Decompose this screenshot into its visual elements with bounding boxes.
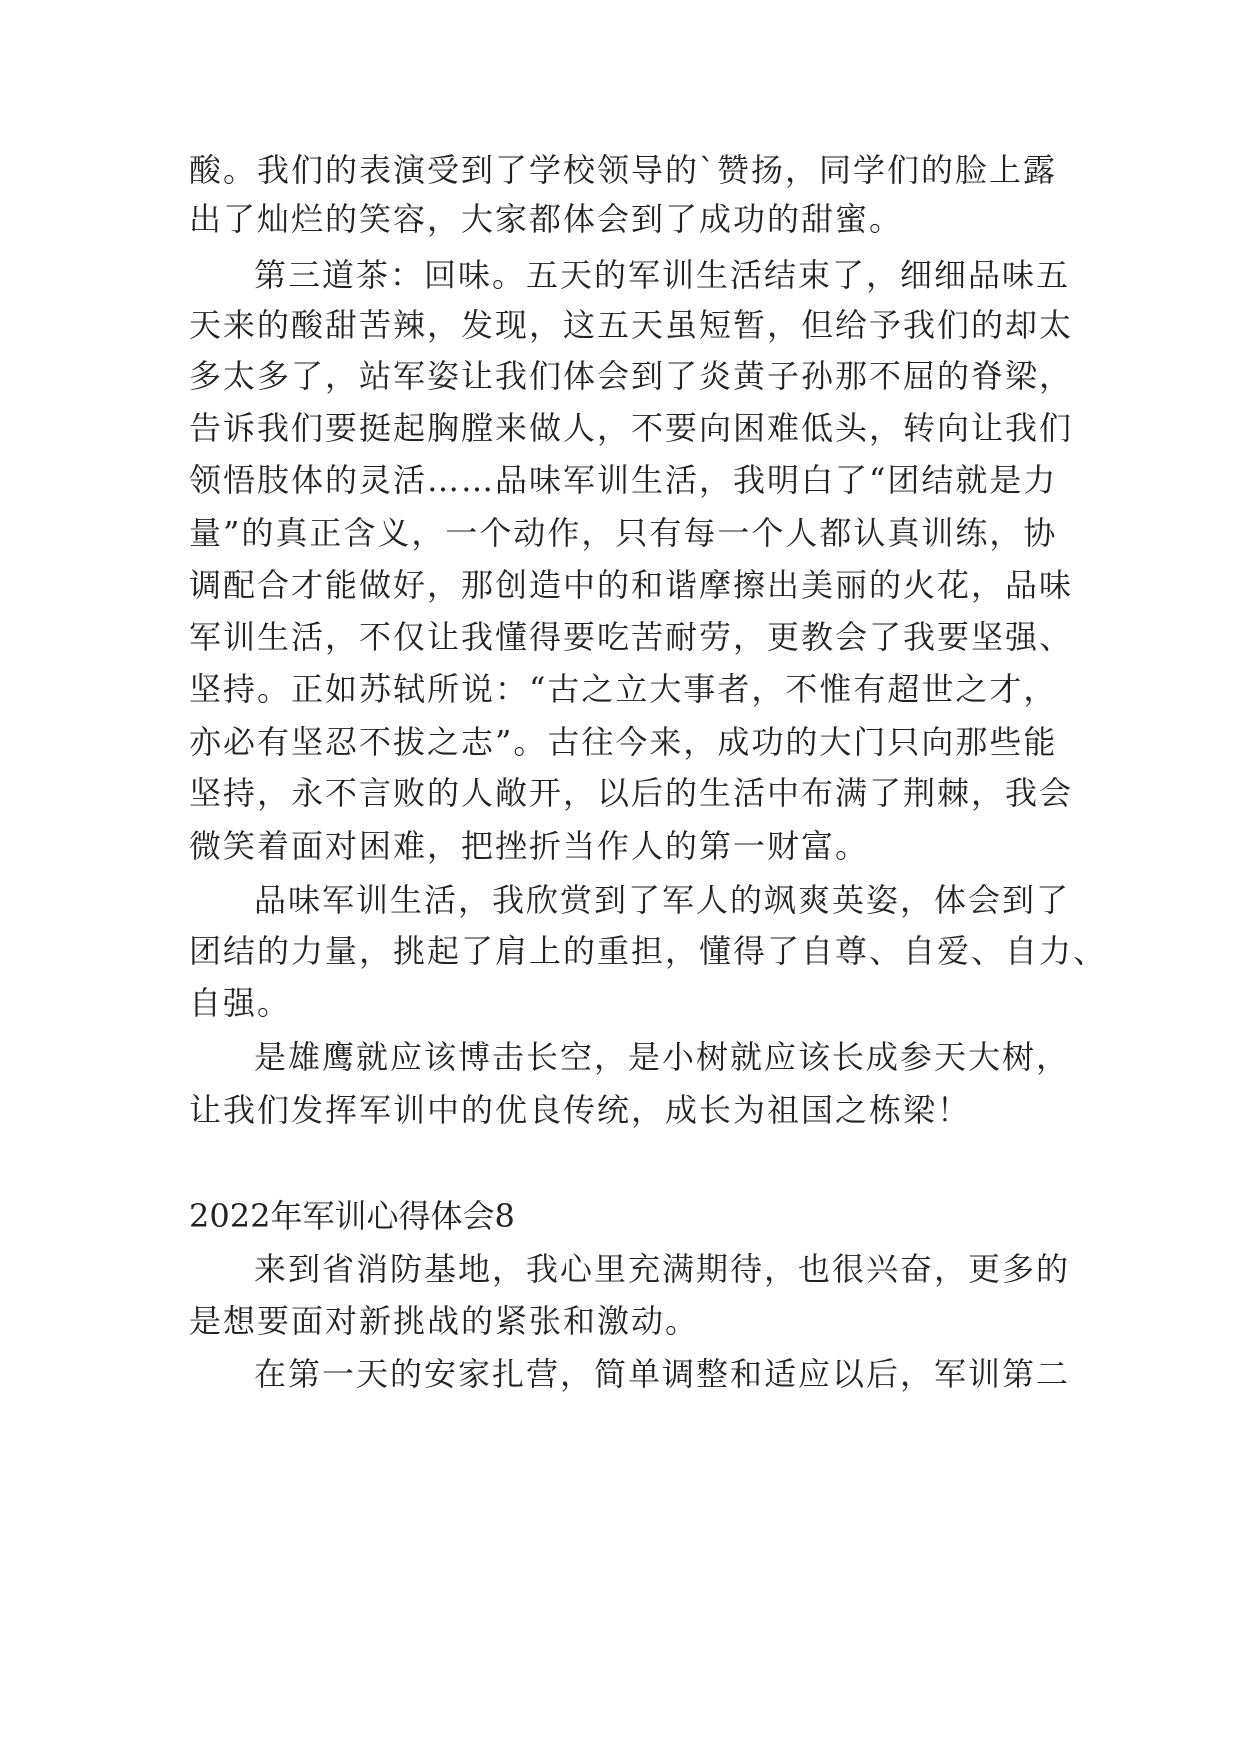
paragraph-line: 品味军训生活，我欣赏到了军人的飒爽英姿，体会到了 (254, 881, 1071, 919)
paragraph-line: 来到省消防基地，我心里充满期待，也很兴奋，更多的 (254, 1250, 1071, 1288)
paragraph-line: 坚持，永不言败的人敞开，以后的生活中布满了荆棘，我会 (189, 774, 1074, 812)
paragraph-line: 是想要面对新挑战的紧张和激动。 (189, 1302, 700, 1340)
paragraph-line: 多太多了，站军姿让我们体会到了炎黄子孙那不屈的脊梁， (189, 357, 1074, 395)
paragraph-line: 团结的力量，挑起了肩上的重担，懂得了自尊、自爱、自力、 (189, 932, 1108, 970)
paragraph-line: 调配合才能做好，那创造中的和谐摩擦出美丽的火花，品味 (189, 566, 1074, 604)
paragraph-line: 军训生活，不仅让我懂得要吃苦耐劳，更教会了我要坚强、 (189, 618, 1074, 656)
paragraph-line: 酸。我们的表演受到了学校领导的`赞扬，同学们的脸上露 (189, 151, 1058, 189)
paragraph-line: 出了灿烂的笑容，大家都体会到了成功的甜蜜。 (189, 200, 904, 238)
paragraph-line: 领悟肢体的灵活……品味军训生活，我明白了“团结就是力 (189, 461, 1058, 499)
paragraph-line: 第三道茶：回味。五天的军训生活结束了，细细品味五 (254, 256, 1071, 294)
paragraph-line: 自强。 (189, 984, 292, 1022)
paragraph-line: 坚持。正如苏轼所说：“古之立大事者，不惟有超世之才， (189, 670, 1058, 708)
paragraph-line: 告诉我们要挺起胸膛来做人，不要向困难低头，转向让我们 (189, 409, 1074, 447)
paragraph-line: 微笑着面对困难，把挫折当作人的第一财富。 (189, 827, 870, 865)
section-heading: 2022年军训心得体会8 (189, 1197, 515, 1235)
paragraph-line: 天来的酸甜苦辣，发现，这五天虽短暂，但给予我们的却太 (189, 306, 1074, 344)
paragraph-line: 量”的真正含义，一个动作，只有每一个人都认真训练，协 (189, 514, 1058, 552)
paragraph-line: 亦必有坚忍不拔之志”。古往今来，成功的大门只向那些能 (189, 723, 1058, 761)
paragraph-line: 让我们发挥军训中的优良传统，成长为祖国之栋梁！ (189, 1091, 972, 1129)
paragraph-line: 是雄鹰就应该博击长空，是小树就应该长成参天大树， (254, 1038, 1071, 1076)
paragraph-line: 在第一天的安家扎营，简单调整和适应以后，军训第二 (254, 1355, 1071, 1393)
